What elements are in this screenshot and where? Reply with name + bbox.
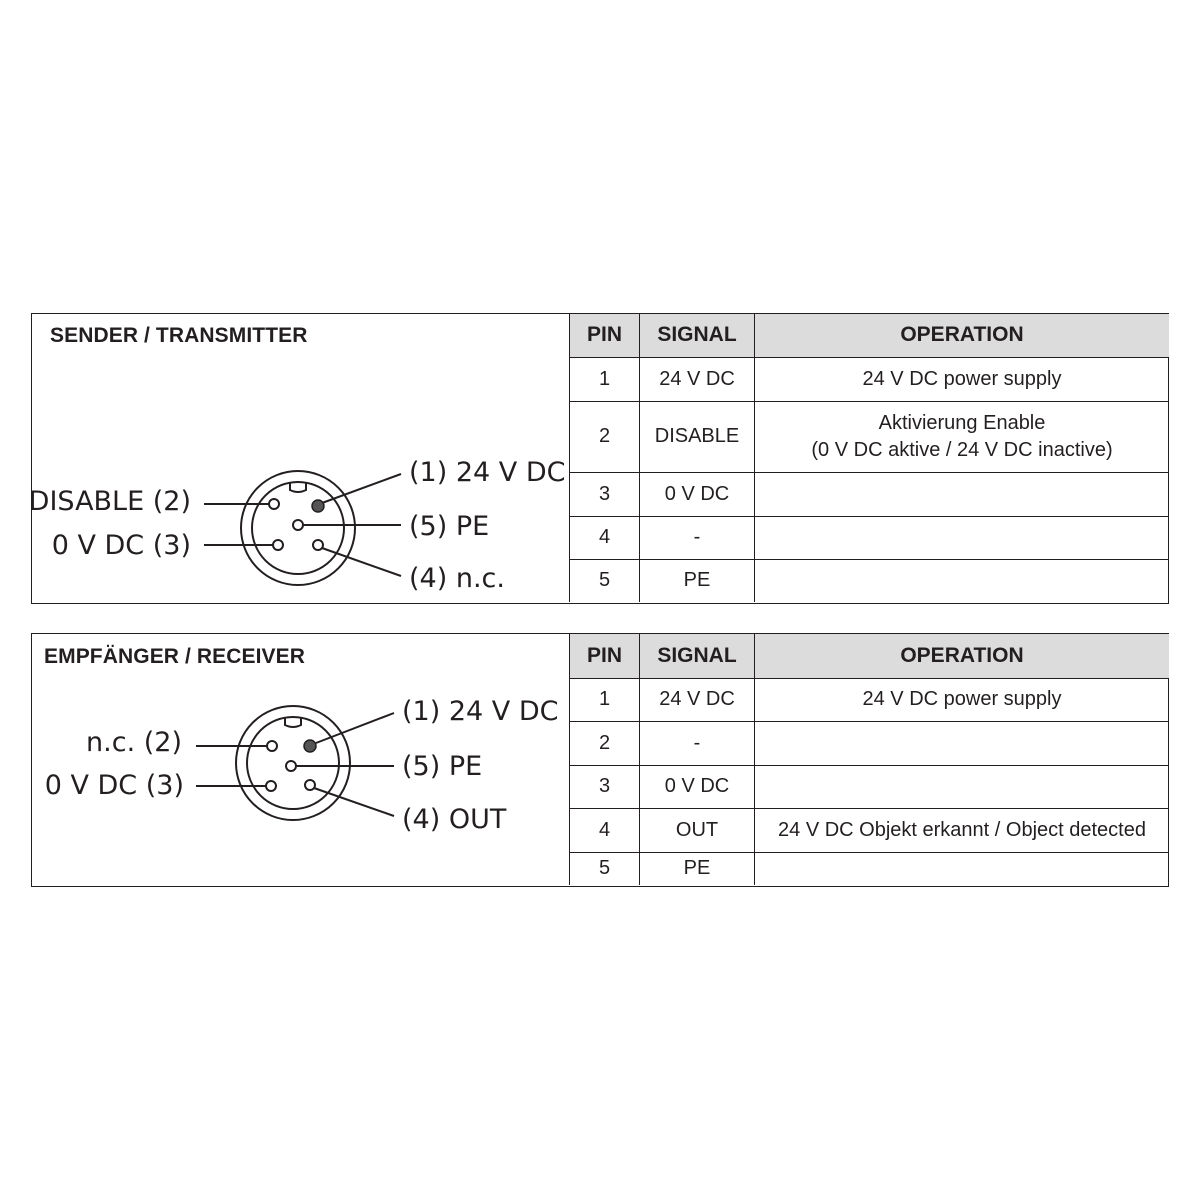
signal-value: 24 V DC (640, 678, 755, 721)
sender-label-pin3: 0 V DC (3) (51, 530, 191, 561)
signal-value: OUT (640, 808, 755, 852)
operation-text: Aktivierung Enable (0 V DC aktive / 24 V DC inactive) (755, 401, 1170, 472)
sender-pin-3 (273, 540, 283, 550)
table-row (570, 808, 1170, 852)
receiver-diagram-area (32, 634, 570, 886)
sender-connector-inner-ring (252, 482, 344, 574)
pin-number: 1 (570, 678, 640, 721)
signal-value: PE (640, 852, 755, 885)
sender-label-pin5: (5) PE (409, 511, 490, 542)
table-row (570, 721, 1170, 765)
operation-text (755, 472, 1170, 516)
header-signal: SIGNAL (640, 314, 755, 357)
receiver-connector-inner-ring (247, 717, 339, 809)
receiver-connector-key (285, 718, 301, 727)
sender-pin-5 (293, 520, 303, 530)
sender-diagram-area (28, 314, 570, 603)
receiver-pin-1 (304, 740, 316, 752)
operation-text (755, 852, 1170, 885)
operation-text (755, 516, 1170, 559)
operation-text (755, 765, 1170, 808)
table-header-row (570, 634, 1170, 678)
pin-number: 2 (570, 721, 640, 765)
receiver-pin-table (569, 634, 1169, 885)
receiver-leader-pin4 (314, 788, 394, 816)
header-operation: OPERATION (755, 634, 1170, 678)
pin-number: 3 (570, 472, 640, 516)
pin-number: 3 (570, 765, 640, 808)
pin-number: 2 (570, 401, 640, 472)
table-row (570, 765, 1170, 808)
operation-text (755, 721, 1170, 765)
table-row (570, 357, 1170, 401)
receiver-label-pin1: (1) 24 V DC (402, 696, 559, 727)
sender-connector-key (290, 483, 306, 492)
operation-text: 24 V DC power supply (755, 357, 1170, 401)
sender-connector-outer-ring (241, 471, 355, 585)
receiver-label-pin2: n.c. (2) (86, 727, 182, 758)
receiver-label-pin5: (5) PE (402, 751, 483, 782)
receiver-pin-5 (286, 761, 296, 771)
header-pin: PIN (570, 314, 640, 357)
header-pin: PIN (570, 634, 640, 678)
pin-number: 1 (570, 357, 640, 401)
sender-panel (28, 313, 1169, 604)
table-row (570, 516, 1170, 559)
receiver-pin-2 (267, 741, 277, 751)
operation-text (755, 559, 1170, 602)
signal-value: 0 V DC (640, 765, 755, 808)
receiver-connector-outer-ring (236, 706, 350, 820)
table-header-row (570, 314, 1170, 357)
sender-pin-2 (269, 499, 279, 509)
header-operation: OPERATION (755, 314, 1170, 357)
pin-number: 4 (570, 516, 640, 559)
signal-value: PE (640, 559, 755, 602)
operation-text: 24 V DC power supply (755, 678, 1170, 721)
header-signal: SIGNAL (640, 634, 755, 678)
sender-leader-pin1 (322, 474, 401, 503)
receiver-panel (31, 633, 1169, 887)
sender-pin-table (569, 314, 1169, 602)
pin-number: 5 (570, 559, 640, 602)
pin-number: 4 (570, 808, 640, 852)
operation-text: 24 V DC Objekt erkannt / Object detected (755, 808, 1170, 852)
sender-label-pin2: DISABLE (2) (28, 486, 191, 517)
receiver-title: EMPFÄNGER / RECEIVER (44, 645, 306, 668)
receiver-label-pin4: (4) OUT (402, 804, 507, 835)
sender-label-pin4: (4) n.c. (409, 563, 505, 594)
signal-value: 0 V DC (640, 472, 755, 516)
receiver-connector-diagram (32, 634, 570, 886)
receiver-pin-3 (266, 781, 276, 791)
signal-value: DISABLE (640, 401, 755, 472)
table-row (570, 678, 1170, 721)
table-row (570, 559, 1170, 602)
pin-number: 5 (570, 852, 640, 885)
table-row (570, 472, 1170, 516)
sender-pin-4 (313, 540, 323, 550)
sender-connector-diagram (28, 314, 570, 603)
signal-value: - (640, 721, 755, 765)
table-row (570, 401, 1170, 472)
sender-label-pin1: (1) 24 V DC (409, 457, 566, 488)
sender-pin-1 (312, 500, 324, 512)
signal-value: 24 V DC (640, 357, 755, 401)
signal-value: - (640, 516, 755, 559)
sender-title: SENDER / TRANSMITTER (50, 324, 308, 347)
receiver-label-pin3: 0 V DC (3) (44, 770, 184, 801)
table-row (570, 852, 1170, 885)
receiver-pin-4 (305, 780, 315, 790)
